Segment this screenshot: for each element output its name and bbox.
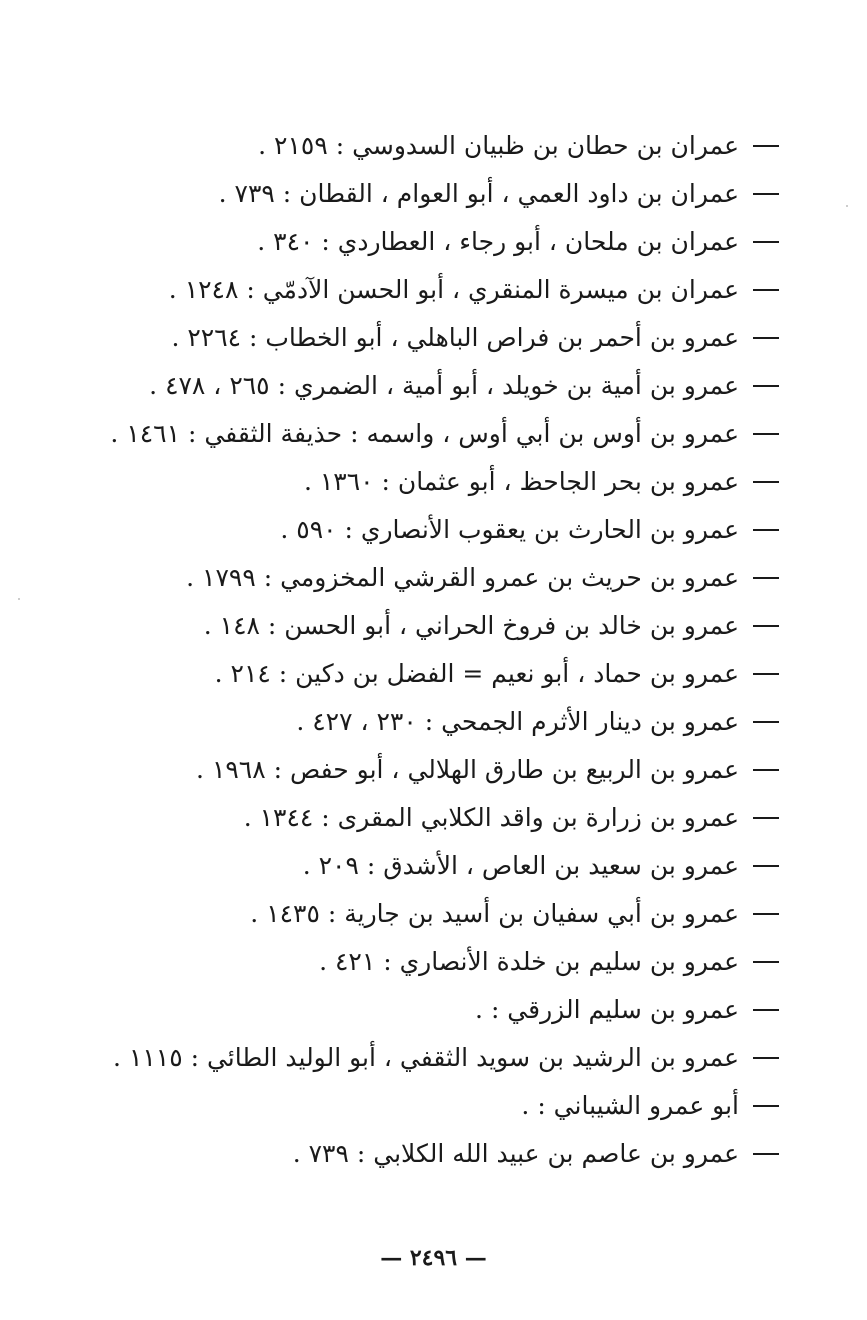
entry-text: عمرو بن عاصم بن عبيد الله الكلابي : ٧٣٩ .: [292, 1139, 739, 1168]
entry-text: عمران بن داود العمي ، أبو العوام ، القطان : ٧٣٩ .: [218, 179, 739, 208]
entry-text: عمرو بن دينار الأثرم الجمحي : ٢٣٠ ، ٤٢٧ .: [296, 707, 739, 736]
entry-dash: [753, 241, 779, 243]
entry-dash: [753, 817, 779, 819]
entry-dash: [753, 193, 779, 195]
entry-dash: [753, 337, 779, 339]
scan-speck: [18, 598, 20, 600]
index-entry: [0, 314, 779, 362]
index-entry: [0, 986, 779, 1034]
entry-dash: [753, 433, 779, 435]
entry-dash: [753, 961, 779, 963]
entry-dash: [753, 721, 779, 723]
index-entry: [0, 170, 779, 218]
entry-text: عمرو بن أمية بن خويلد ، أبو أمية ، الضمري : ٢٦٥ ، ٤٧٨ .: [149, 371, 739, 400]
index-entries: [0, 122, 779, 1178]
index-entry: [0, 842, 779, 890]
entry-dash: [753, 673, 779, 675]
entry-dash: [753, 145, 779, 147]
entry-dash: [753, 385, 779, 387]
entry-text: عمران بن ملحان ، أبو رجاء ، العطاردي : ٣٤٠ .: [257, 227, 739, 256]
entry-text: عمرو بن أحمر بن فراص الباهلي ، أبو الخطاب : ٢٢٦٤ .: [171, 323, 739, 352]
entry-dash: [753, 1105, 779, 1107]
page-number: — ٢٤٩٦ —: [380, 1245, 487, 1271]
entry-text: عمرو بن حريث بن عمرو القرشي المخزومي : ١٧٩٩ .: [186, 563, 739, 592]
index-entry: [0, 1082, 779, 1130]
entry-dash: [753, 481, 779, 483]
entry-dash: [753, 1009, 779, 1011]
entry-dash: [753, 1153, 779, 1155]
index-entry: [0, 794, 779, 842]
entry-dash: [753, 529, 779, 531]
index-entry: [0, 602, 779, 650]
entry-text: عمرو بن الرشيد بن سويد الثقفي ، أبو الوليد الطائي : ١١١٥ .: [113, 1043, 739, 1072]
entry-dash: [753, 577, 779, 579]
index-entry: [0, 506, 779, 554]
entry-text: عمرو بن خالد بن فروخ الحراني ، أبو الحسن : ١٤٨ .: [203, 611, 739, 640]
index-entry: [0, 410, 779, 458]
entry-text: عمران بن ميسرة المنقري ، أبو الحسن الآدمّي : ١٢٤٨ .: [168, 275, 739, 304]
entry-text: عمرو بن سليم بن خلدة الأنصاري : ٤٢١ .: [319, 947, 739, 976]
entry-text: عمرو بن بحر الجاحظ ، أبو عثمان : ١٣٦٠ .: [303, 467, 739, 496]
index-entry: [0, 1034, 779, 1082]
scan-speck: [846, 205, 848, 207]
entry-dash: [753, 769, 779, 771]
entry-text: عمرو بن الربيع بن طارق الهلالي ، أبو حفص : ١٩٦٨ .: [196, 755, 739, 784]
index-entry: [0, 650, 779, 698]
index-entry: [0, 362, 779, 410]
entry-dash: [753, 913, 779, 915]
index-entry: [0, 122, 779, 170]
index-entry: [0, 698, 779, 746]
entry-text: أبو عمرو الشيباني : .: [521, 1091, 739, 1120]
index-entry: [0, 890, 779, 938]
index-entry: [0, 458, 779, 506]
entry-dash: [753, 289, 779, 291]
entry-text: عمرو بن حماد ، أبو نعيم = الفضل بن دكين : ٢١٤ .: [214, 659, 739, 688]
index-entry: [0, 938, 779, 986]
entry-dash: [753, 865, 779, 867]
entry-text: عمران بن حطان بن ظبيان السدوسي : ٢١٥٩ .: [258, 131, 739, 160]
index-entry: [0, 266, 779, 314]
entry-text: عمرو بن سليم الزرقي : .: [475, 995, 739, 1024]
index-entry: [0, 554, 779, 602]
entry-text: عمرو بن أوس بن أبي أوس ، واسمه : حذيفة الثقفي : ١٤٦١ .: [110, 419, 739, 448]
entry-text: عمرو بن زرارة بن واقد الكلابي المقرى : ١٣٤٤ .: [243, 803, 739, 832]
index-entry: [0, 218, 779, 266]
entry-text: عمرو بن أبي سفيان بن أسيد بن جارية : ١٤٣٥ .: [250, 899, 739, 928]
index-entry: [0, 1130, 779, 1178]
entry-text: عمرو بن الحارث بن يعقوب الأنصاري : ٥٩٠ .: [280, 515, 739, 544]
index-entry: [0, 746, 779, 794]
entry-dash: [753, 625, 779, 627]
entry-text: عمرو بن سعيد بن العاص ، الأشدق : ٢٠٩ .: [302, 851, 739, 880]
entry-dash: [753, 1057, 779, 1059]
